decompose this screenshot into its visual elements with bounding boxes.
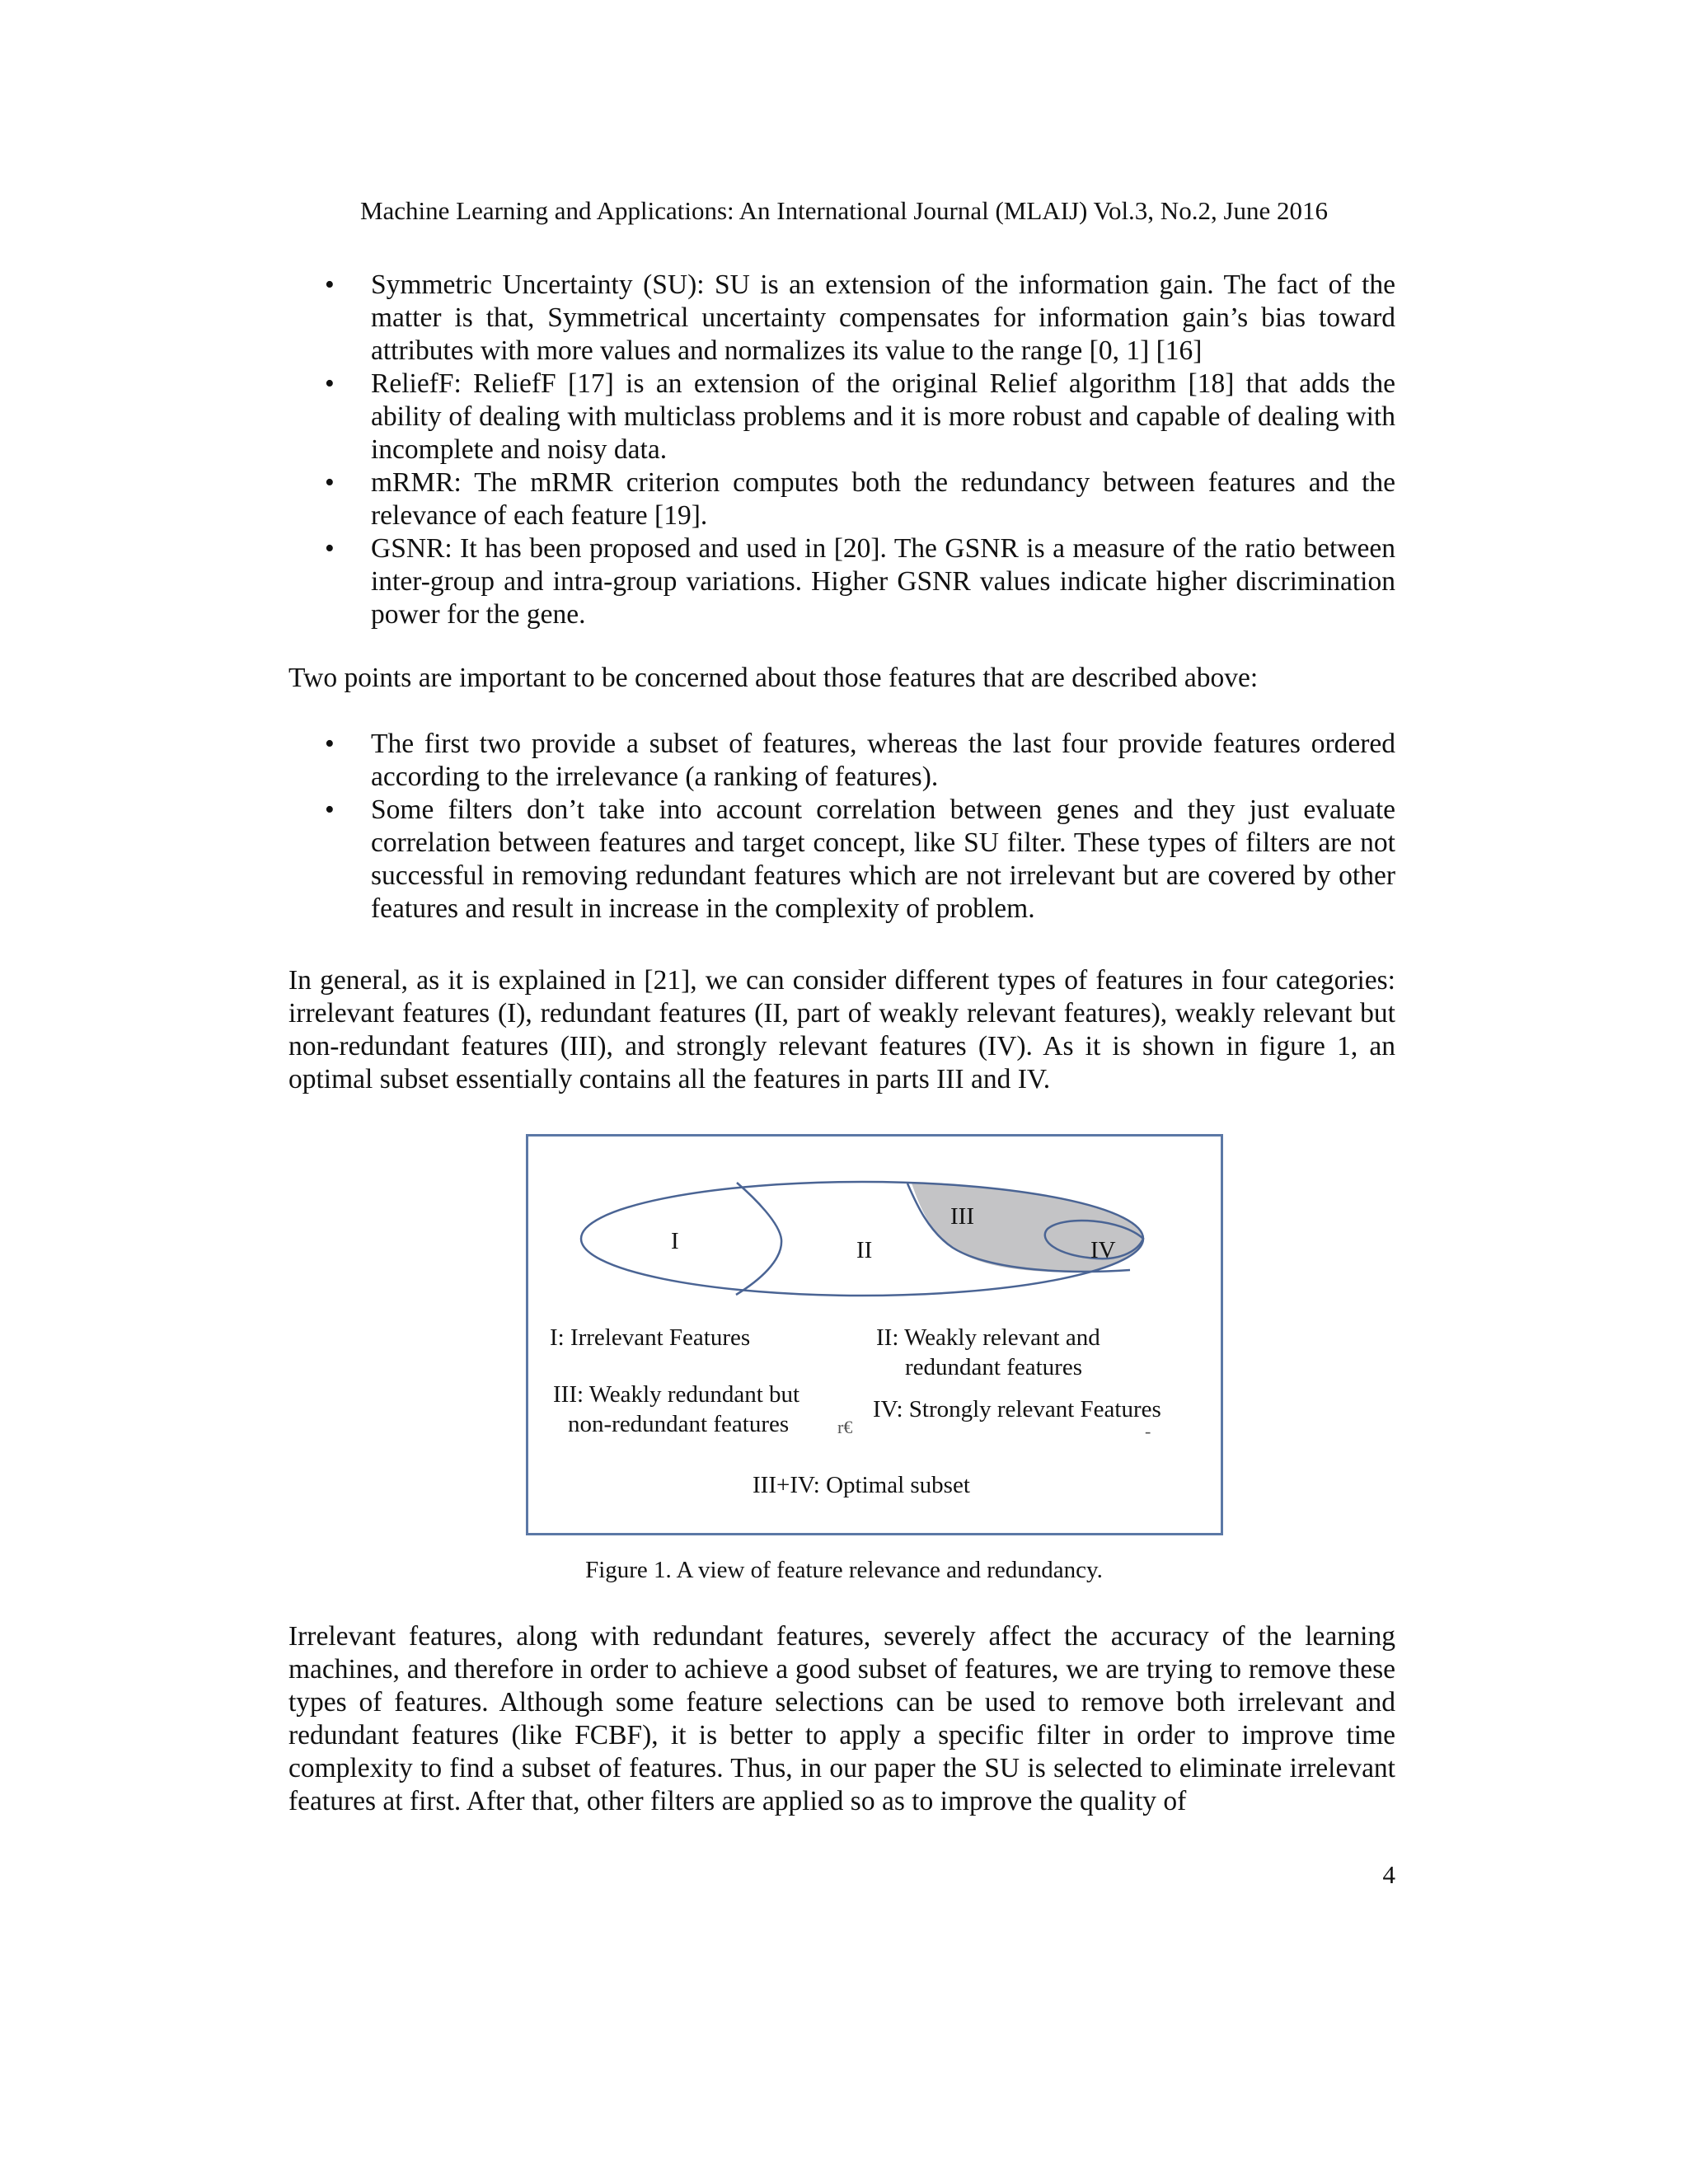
stray-mark: r€ — [837, 1417, 853, 1437]
list-item — [288, 794, 1395, 926]
stray-dash: - — [1145, 1421, 1151, 1441]
list-item-text: Some filters don’t take into account correlation between genes and they just evaluate correlation between features and target concept, like SU filter. These types of filters are not successful in removing redundant features which are not irrelevant but are covered by other features and result in increase in the complexity of problem. — [371, 794, 1395, 924]
boundary-i-ii — [736, 1183, 781, 1295]
region-label-iii: III — [950, 1203, 974, 1230]
list-item-text: GSNR: It has been proposed and used in [20]. The GSNR is a measure of the ratio between inter-group and intra-group variations. Higher GSNR values indicate higher discrimination power for the gene. — [371, 533, 1395, 630]
bullet-icon: • — [325, 269, 335, 300]
region-label-iv: IV — [1090, 1237, 1116, 1263]
legend-nonred-line1: III: Weakly redundant but — [553, 1381, 800, 1408]
bullet-icon: • — [325, 533, 335, 564]
figure-1 — [526, 1134, 1223, 1535]
legend-weakly-line1: II: Weakly relevant and — [876, 1324, 1100, 1351]
legend-strongly: IV: Strongly relevant Features — [873, 1396, 1161, 1422]
figure-caption: Figure 1. A view of feature relevance and redundancy. — [585, 1557, 1103, 1583]
list-item-text: mRMR: The mRMR criterion computes both the redundancy between features and the relevance of each feature [19]. — [371, 467, 1395, 531]
list-item — [288, 368, 1395, 466]
running-header: Machine Learning and Applications: An International Journal (MLAIJ) Vol.3, No.2, June 2016 — [359, 196, 1329, 225]
legend-irrelevant: I: Irrelevant Features — [550, 1324, 751, 1351]
list-item — [288, 466, 1395, 532]
list-item-text: The first two provide a subset of features, whereas the last four provide features ordered according to the irrelevance (a ranking of features). — [371, 729, 1395, 792]
paragraph-final: Irrelevant features, along with redundant features, severely affect the accuracy of the learning machines, and therefore in order to achieve a good subset of features, we are trying to remove these types of features. Although some feature selections can be used to remove both irrelevant and redundant features (like FCBF), it is better to apply a specific filter in order to improve time complexity to find a subset of features. Thus, in our paper the SU is selected to eliminate irrelevant features at first. After that, other filters are applied so as to improve the quality of — [288, 1621, 1395, 1816]
legend-nonred-line2: non-redundant features — [568, 1411, 790, 1437]
bullet-icon: • — [325, 794, 335, 825]
list-item — [288, 728, 1395, 794]
list-item-text: Symmetric Uncertainty (SU): SU is an extension of the information gain. The fact of the matter is that, Symmetrical uncertainty compensates for information gain’s bias toward attributes with more values and normalizes its value to the range [0, 1] [16] — [371, 269, 1395, 366]
list-item — [288, 269, 1395, 368]
bullet-icon: • — [325, 368, 335, 399]
paragraph-general: In general, as it is explained in [21], we can consider different types of features in four categories: irrelevant features (I), redundant features (II, part of weakly relevant features), weakly relevant but non-redundant features (III), and strongly relevant features (IV). As it is shown in figure 1, an optimal subset essentially contains all the features in parts III and IV. — [288, 965, 1395, 1094]
bullet-icon: • — [325, 729, 335, 759]
page-number: 4 — [1382, 1860, 1395, 1889]
legend-optimal: III+IV: Optimal subset — [753, 1472, 970, 1498]
list-item-text: ReliefF: ReliefF [17] is an extension of the original Relief algorithm [18] that adds the ability of dealing with multiclass problems and it is more robust and capable of dealing with incomplete and noisy data. — [371, 368, 1395, 465]
region-label-i: I — [671, 1228, 679, 1254]
filter-methods-list — [288, 269, 1395, 631]
intro-paragraph: Two points are important to be concerned about those features that are described above: — [288, 663, 1259, 693]
points-list — [288, 728, 1395, 926]
legend-weakly-line2: redundant features — [905, 1354, 1082, 1380]
bullet-icon: • — [325, 467, 335, 498]
region-label-ii: II — [856, 1237, 873, 1263]
list-item — [288, 532, 1395, 631]
